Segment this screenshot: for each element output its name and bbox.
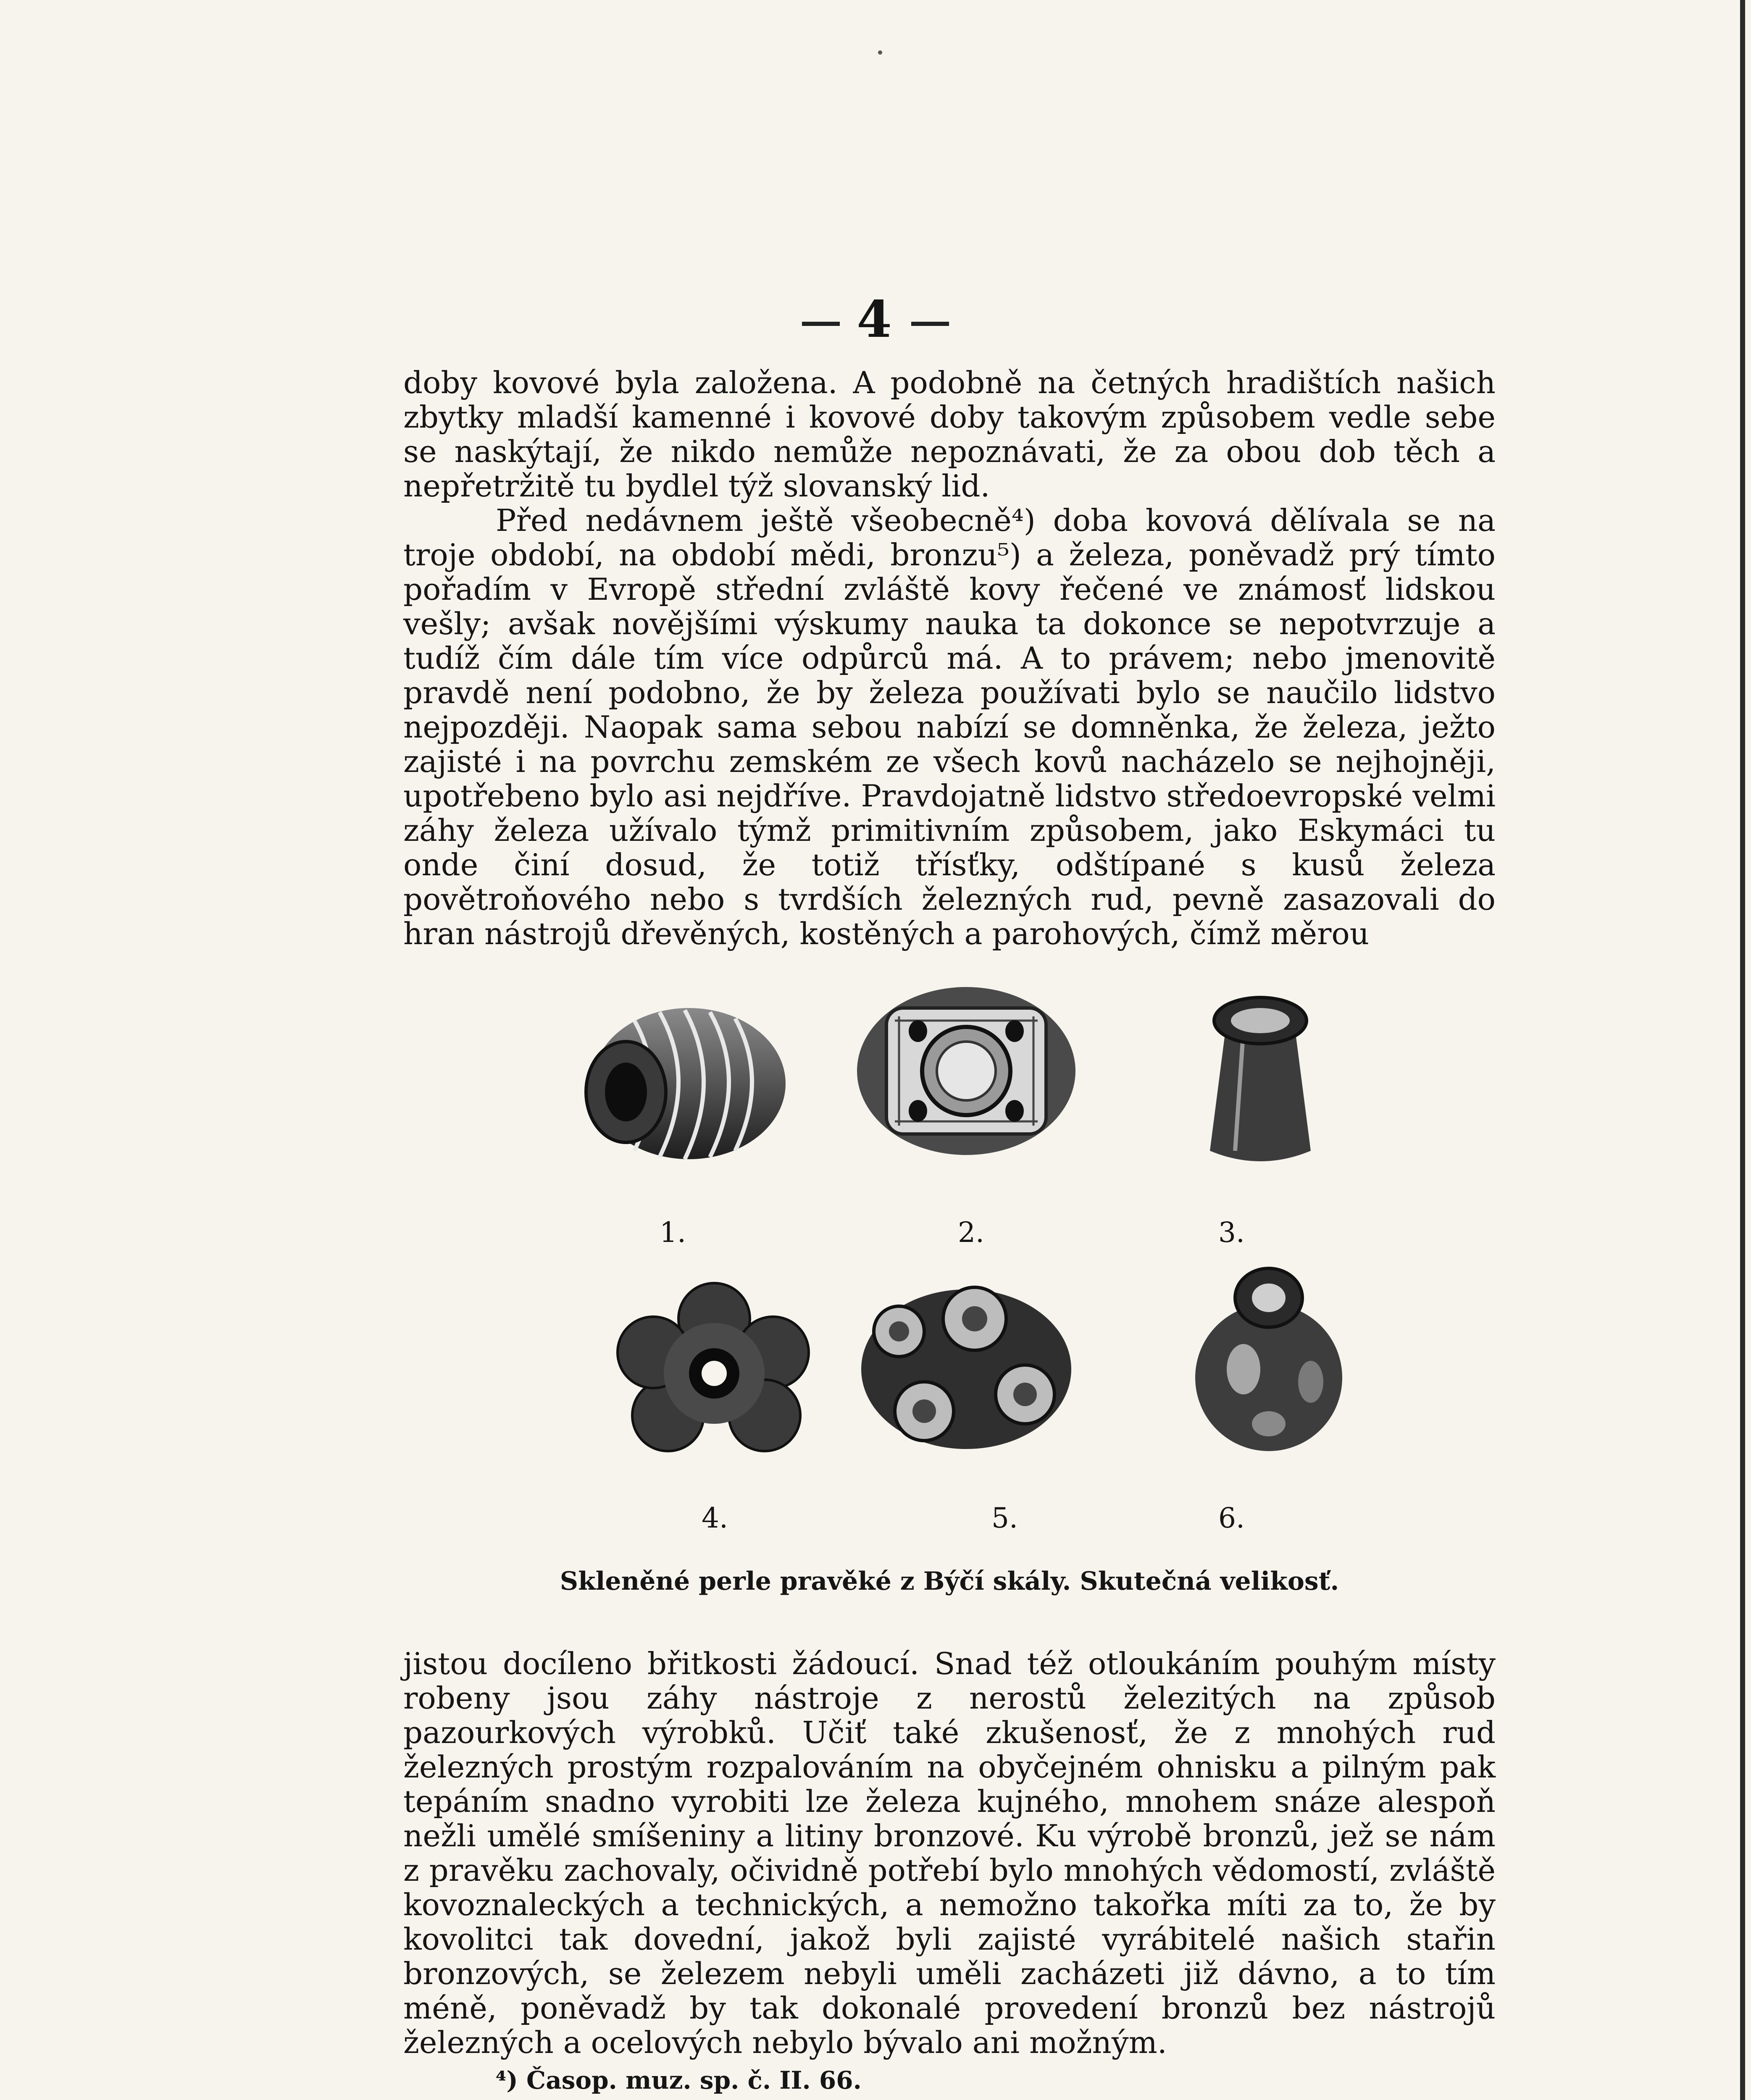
bead-5-illustration	[849, 1268, 1084, 1462]
figure-glass-beads	[555, 979, 1361, 1604]
bead-3-illustration	[1185, 983, 1336, 1176]
header-dash-left	[802, 322, 840, 326]
footnotes	[496, 2062, 1504, 2100]
figure-number-6: 6.	[1218, 1502, 1245, 1534]
text-block-bottom	[403, 1646, 1496, 2060]
bead-2-illustration	[849, 979, 1084, 1163]
paragraph: doby kovové byla založena. A podobně na četných hradištích našich zbytky mladší kamenné i kovové doby takovým způsobem vedle sebe se naskýtají, že nikdo nemůže nepoznávati, že za obou dob těch a nepřetržitě tu bydlel týž slovanský lid.	[403, 365, 1496, 504]
page-number: 4	[857, 290, 894, 349]
footnote-4: ⁴) Časop. muz. sp. č. II. 66.	[496, 2066, 862, 2095]
header-dash-right	[911, 322, 949, 326]
bead-6-illustration	[1185, 1256, 1353, 1457]
figure-number-3: 3.	[1218, 1216, 1245, 1249]
figure-number-2: 2.	[958, 1216, 984, 1249]
bead-1-illustration	[571, 995, 790, 1172]
page-header	[0, 290, 1751, 349]
figure-number-4: 4.	[702, 1502, 728, 1534]
figure-number-1: 1.	[660, 1216, 686, 1249]
footnote-5	[496, 2098, 1504, 2100]
figure-caption: Skleněné perle pravěké z Býčí skály. Skutečná velikosť.	[560, 1567, 1339, 1596]
speck	[878, 50, 882, 55]
figure-number-5: 5.	[991, 1502, 1018, 1534]
paragraph: Před nedávnem ještě všeobecně⁴) doba kovová dělívala se na troje období, na období mědi, bronzu⁵) a železa, poněvadž prý tímto pořadím v Evropě střední zvláště kovy řečené ve známosť lidskou vešly; avšak novějšími výskumy nauka ta dokonce se nepotvrzuje a tudíž čím dále tím více odpůrců má. A to právem; nebo jmenovitě pravdě není podobno, že by železa používati bylo se naučilo lidstvo nejpozději. Naopak sama sebou nabízí se domněnka, že železa, ježto zajisté i na povrchu zemském ze všech kovů nacházelo se nejhojněji, upotřebeno bylo asi nejdříve. Pravdojatně lidstvo středoevropské velmi záhy železa užívalo týmž primitivním způsobem, jako Eskymáci tu onde činí dosud, že totiž třísťky, odštípané s kusů železa povětroňového nebo s tvrdších železných rud, pevně zasazovali do hran nástrojů dřevěných, kostěných a parohových, čímž měrou	[403, 503, 1496, 951]
bead-4-illustration	[613, 1281, 815, 1462]
paragraph: jistou docíleno břitkosti žádoucí. Snad též otloukáním pouhým místy robeny jsou záhy nástroje z nerostů železitých na způsob pazourkových výrobků. Učiť také zkušenosť, že z mnohých rud železných prostým rozpalováním na obyčejném ohnisku a pilným pak tepáním snadno vyrobiti lze železa kujného, mnohem snáze alespoň nežli umělé smíšeniny a litiny bronzové. Ku výrobě bronzů, jež se nám z pravěku zachovaly, očividně potřebí bylo mnohých vědomostí, zvláště kovoznaleckých a technických, a nemožno takořka míti za to, že by kovolitci tak dovední, jakož byli zajisté vyrábitelé našich stařin bronzových, se železem nebyli uměli zacházeti již dávno, a to tím méně, poněvadž by tak dokonalé provedení bronzů bez nástrojů železných a ocelových nebylo bývalo ani možným.	[403, 1646, 1496, 2060]
text-block-top	[403, 365, 1496, 951]
